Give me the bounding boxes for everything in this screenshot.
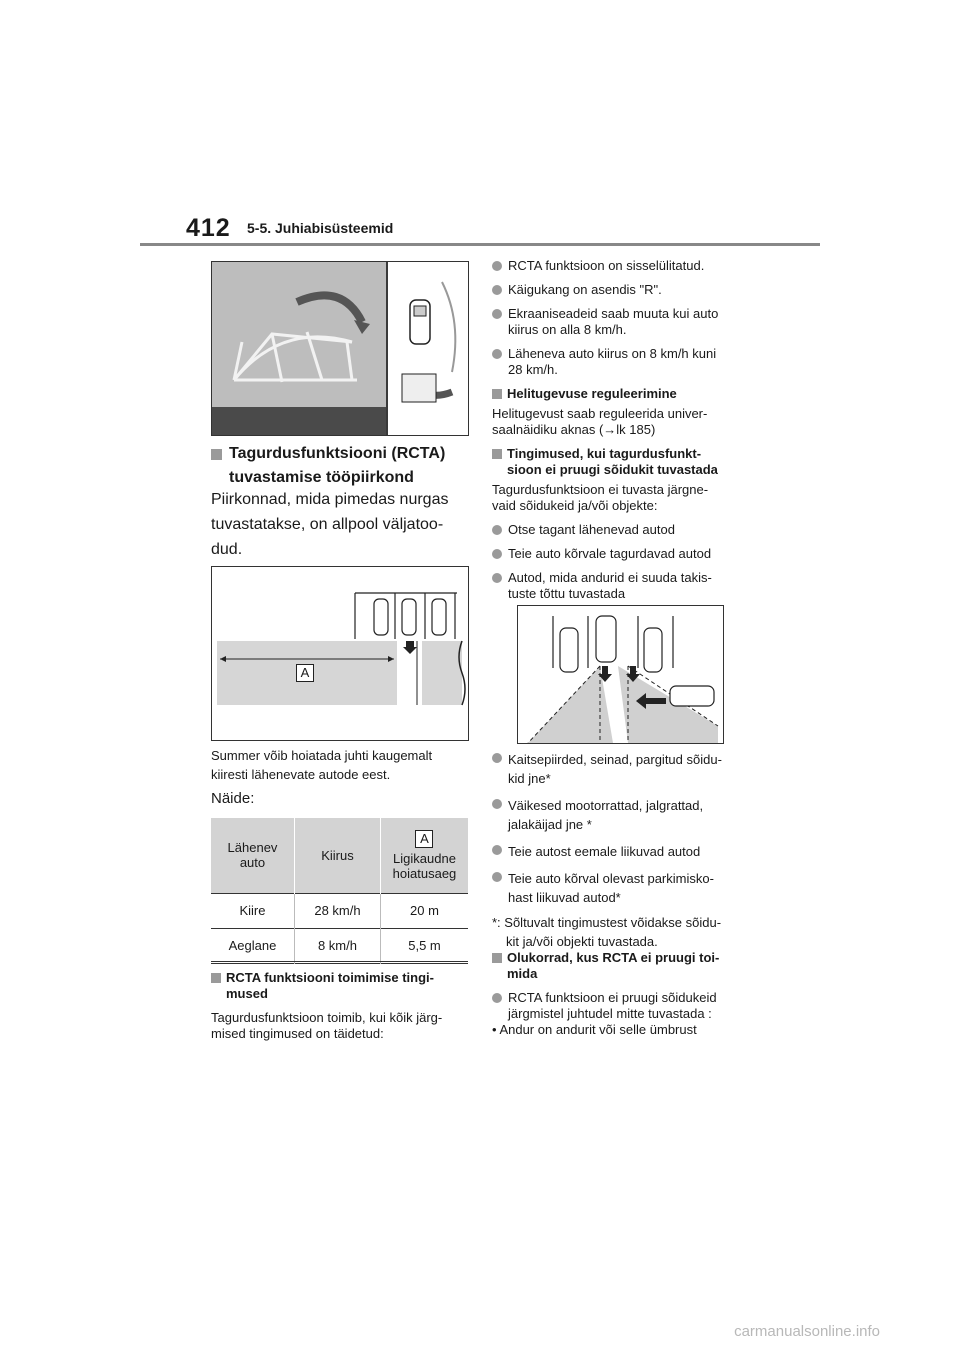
list-item: Ekraaniseadeid saab muuta kui auto kiirus on alla 8 km/h. (492, 306, 754, 338)
list-item: Kaitsepiirded, seinad, pargitud sõidu- kid jne* (492, 750, 754, 788)
detection-range-illustration (212, 567, 468, 740)
col-speed: Kiirus (294, 818, 380, 893)
col-approaching-car: Lähenev auto (211, 818, 294, 893)
page-number: 412 (186, 214, 231, 242)
bullet-dot-icon (492, 285, 502, 295)
right-column: RCTA funktsioon on sisselülitatud. Käigukang on asendis "R". Ekraaniseadeid saab muuta kui auto kiirus on alla 8 km/h. Läheneva auto kiirus on 8 km/h kuni 28 km/h. Helitugevuse reguleerimine Helitugevust saab reguleerida univer- saalnäidiku aknas (→lk 185) Tingimused, kui tagurdusfunkt- sioon ei pruugi sõidukit tuvastada Tagurdusfunktsioon ei tuvasta järgne- vaid sõidukeid ja/või objekte: Otse tagant lähenevad autod Teie auto kõrvale tagurdavad autod Autod, mida andurid ei suuda takis- tuste tõttu tuvastada (492, 258, 754, 610)
list-item: Teie auto kõrvale tagurdavad autod (492, 546, 754, 562)
table-bottom-rule (211, 961, 468, 962)
parking-lot-illustration (518, 606, 723, 743)
footnote: *: Sõltuvalt tingimustest võidakse sõidu- kit ja/või objekti tuvastada. (492, 915, 722, 949)
rcta-failure-heading: Olukorrad, kus RCTA ei pruugi toi- mida (492, 950, 754, 982)
table-row: Aeglane 8 km/h 5,5 m (211, 928, 468, 963)
summer-note: Summer võib hoiatada juhti kaugemalt kiiresti lähenevate autode eest. (211, 748, 433, 782)
example-label: Näide: (211, 790, 255, 807)
col-warning-time: A Ligikaudne hoiatusaeg (380, 818, 468, 893)
detection-range-figure (211, 566, 469, 741)
bullet-dot-icon (492, 309, 502, 319)
bullet-dot-icon (492, 349, 502, 359)
list-item: Väikesed mootorrattad, jalgrattad, jalakäijad jne * (492, 796, 754, 834)
speed-table-wrapper (211, 818, 468, 964)
list-item: Teie autost eemale liikuvad autod (492, 842, 754, 861)
bullet-dot-icon (492, 525, 502, 535)
watermark: carmanualsonline.info (734, 1323, 880, 1340)
section-title: 5-5. Juhiabisüsteemid (247, 220, 394, 236)
list-item: RCTA funktsioon ei pruugi sõidukeid järgmistel juhtudel mitte tuvastada : (492, 990, 754, 1022)
list-item: RCTA funktsioon on sisselülitatud. (492, 258, 754, 274)
table-row: Kiire 28 km/h 20 m (211, 893, 468, 928)
bullet-dot-icon (492, 799, 502, 809)
list-item: Otse tagant lähenevad autod (492, 522, 754, 538)
square-bullet-icon (211, 449, 222, 460)
square-bullet-icon (492, 953, 502, 963)
parking-lot-figure (517, 605, 724, 744)
square-bullet-icon (211, 973, 221, 983)
square-bullet-icon (492, 449, 502, 459)
range-label-a: A (296, 664, 314, 682)
bullet-dot-icon (492, 872, 502, 882)
not-detected-heading: Tingimused, kui tagurdusfunkt- sioon ei pruugi sõidukit tuvastada (492, 446, 754, 478)
camera-view-illustration (212, 262, 468, 435)
square-bullet-icon (492, 389, 502, 399)
rcta-failure: Olukorrad, kus RCTA ei pruugi toi- mida RCTA funktsioon ei pruugi sõidukeid järgmistel juhtudel mitte tuvastada : • Andur on andurit või selle ümbrust (492, 950, 754, 1038)
warning-label-a: A (415, 830, 433, 848)
bullet-dot-icon (492, 573, 502, 583)
bullet-dot-icon (492, 261, 502, 271)
bullet-dot-icon (492, 753, 502, 763)
rcta-conditions: RCTA funktsiooni toimimise tingi- mused Tagurdusfunktsioon toimib, kui kõik järg- mised tingimused on täidetud: (211, 970, 473, 1050)
bullet-dot-icon (492, 845, 502, 855)
rcta-conditions-heading: RCTA funktsiooni toimimise tingi- mused (211, 970, 473, 1002)
header-rule (140, 243, 820, 246)
list-item: Läheneva auto kiirus on 8 km/h kuni 28 km/h. (492, 346, 754, 378)
volume-heading: Helitugevuse reguleerimine (492, 386, 754, 402)
speed-table (211, 818, 468, 964)
camera-view-figure (211, 261, 469, 436)
list-item: Autod, mida andurid ei suuda takis- tuste tõttu tuvastada (492, 570, 754, 602)
list-item: Käigukang on asendis "R". (492, 282, 754, 298)
bullet-dot-icon (492, 549, 502, 559)
list-item: Teie auto kõrval olevast parkimisko- hast liikuvad autod* (492, 869, 754, 907)
rcta-range-intro: Piirkonnad, mida pimedas nurgas tuvastatakse, on allpool väljatoo- dud. (211, 491, 449, 558)
bullet-dot-icon (492, 993, 502, 1003)
right-column-lower (492, 750, 754, 959)
rcta-range-heading: Tagurdusfunktsiooni (RCTA) tuvastamise tööpiirkond (211, 442, 489, 490)
